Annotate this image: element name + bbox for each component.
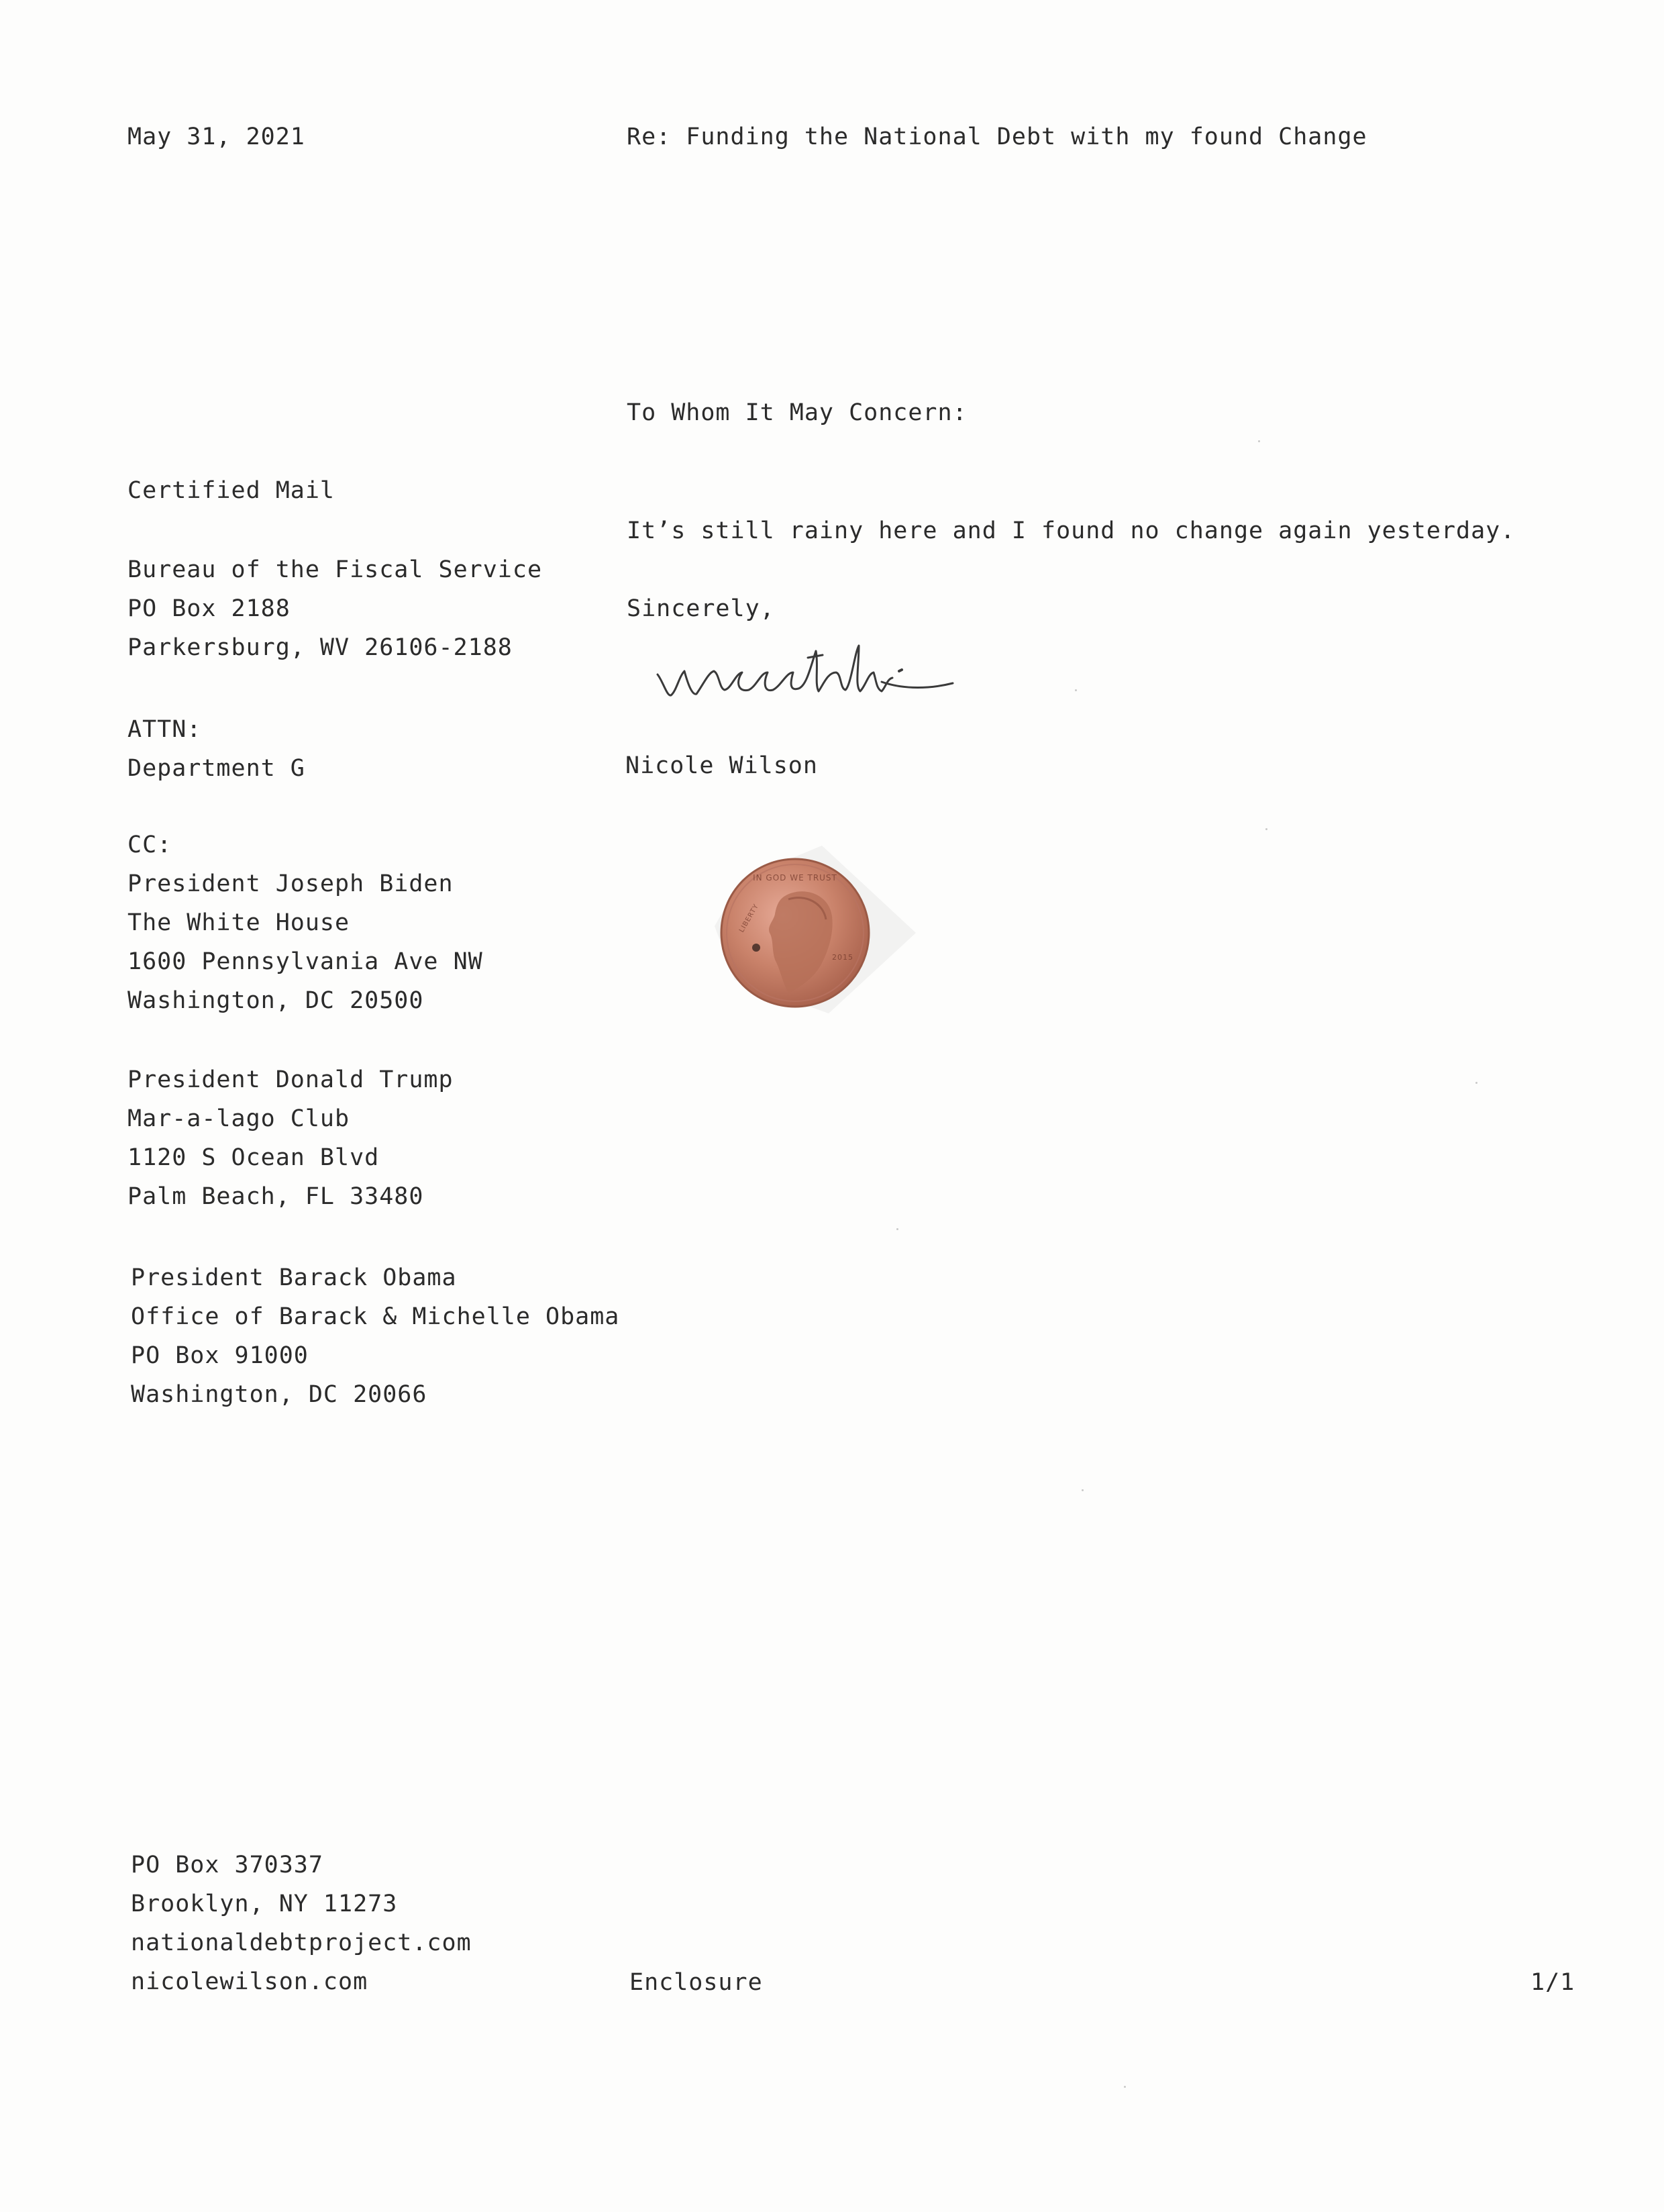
coin-liberty: LIBERTY (738, 903, 761, 934)
address-line: 1120 S Ocean Blvd (127, 1144, 380, 1171)
coin-motto: IN GOD WE TRUST (753, 873, 837, 883)
salutation: To Whom It May Concern: (627, 399, 968, 426)
scan-speck (1258, 440, 1260, 442)
scan-speck (896, 1228, 898, 1230)
address-line: Mar-a-lago Club (127, 1105, 350, 1132)
address-line: Palm Beach, FL 33480 (127, 1183, 424, 1210)
address-line: The White House (127, 909, 350, 936)
scan-speck (1075, 689, 1077, 691)
address-line: Parkersburg, WV 26106-2188 (127, 634, 513, 661)
sender-line: Brooklyn, NY 11273 (131, 1891, 398, 1917)
cc-block-trump (127, 1060, 454, 1216)
sender-website-link: nicolewilson.com (131, 1968, 368, 1995)
sender-website-link: nationaldebtproject.com (131, 1929, 472, 1956)
handwritten-signature (649, 624, 978, 711)
address-line: President Joseph Biden (127, 870, 454, 897)
closing: Sincerely, (627, 595, 775, 622)
address-line: Washington, DC 20500 (127, 987, 424, 1014)
address-line: President Donald Trump (127, 1066, 454, 1093)
letter-date: May 31, 2021 (127, 123, 305, 150)
attn-label: ATTN: (127, 716, 202, 743)
address-line: Bureau of the Fiscal Service (127, 556, 543, 583)
address-line: PO Box 2188 (127, 595, 291, 622)
scan-speck (1265, 828, 1267, 830)
address-line: Washington, DC 20066 (131, 1381, 427, 1408)
page-number: 1/1 (1530, 1969, 1575, 1996)
subject-line: Re: Funding the National Debt with my found Change (627, 123, 1367, 150)
sender-return-address (131, 1846, 472, 2001)
primary-recipient-address (127, 550, 542, 667)
sender-line: PO Box 370337 (131, 1852, 323, 1878)
penny-coin-image (694, 832, 923, 1034)
coin-year: 2015 (832, 953, 853, 962)
attention-block (127, 710, 305, 788)
enclosure-label: Enclosure (629, 1969, 763, 1996)
letter-body: It’s still rainy here and I found no change again yesterday. (627, 517, 1516, 544)
cc-block-biden (127, 825, 483, 1020)
delivery-method: Certified Mail (127, 477, 335, 504)
scan-speck (1082, 1489, 1084, 1491)
cc-label: CC: (127, 832, 172, 858)
address-line: 1600 Pennsylvania Ave NW (127, 948, 483, 975)
address-line: President Barack Obama (131, 1264, 457, 1291)
attn-department: Department G (127, 755, 305, 782)
scan-speck (1124, 2086, 1126, 2088)
scan-speck (1475, 1082, 1477, 1084)
cc-block-obama (131, 1258, 619, 1414)
address-line: Office of Barack & Michelle Obama (131, 1303, 620, 1330)
signer-name: Nicole Wilson (625, 752, 818, 779)
address-line: PO Box 91000 (131, 1342, 309, 1369)
